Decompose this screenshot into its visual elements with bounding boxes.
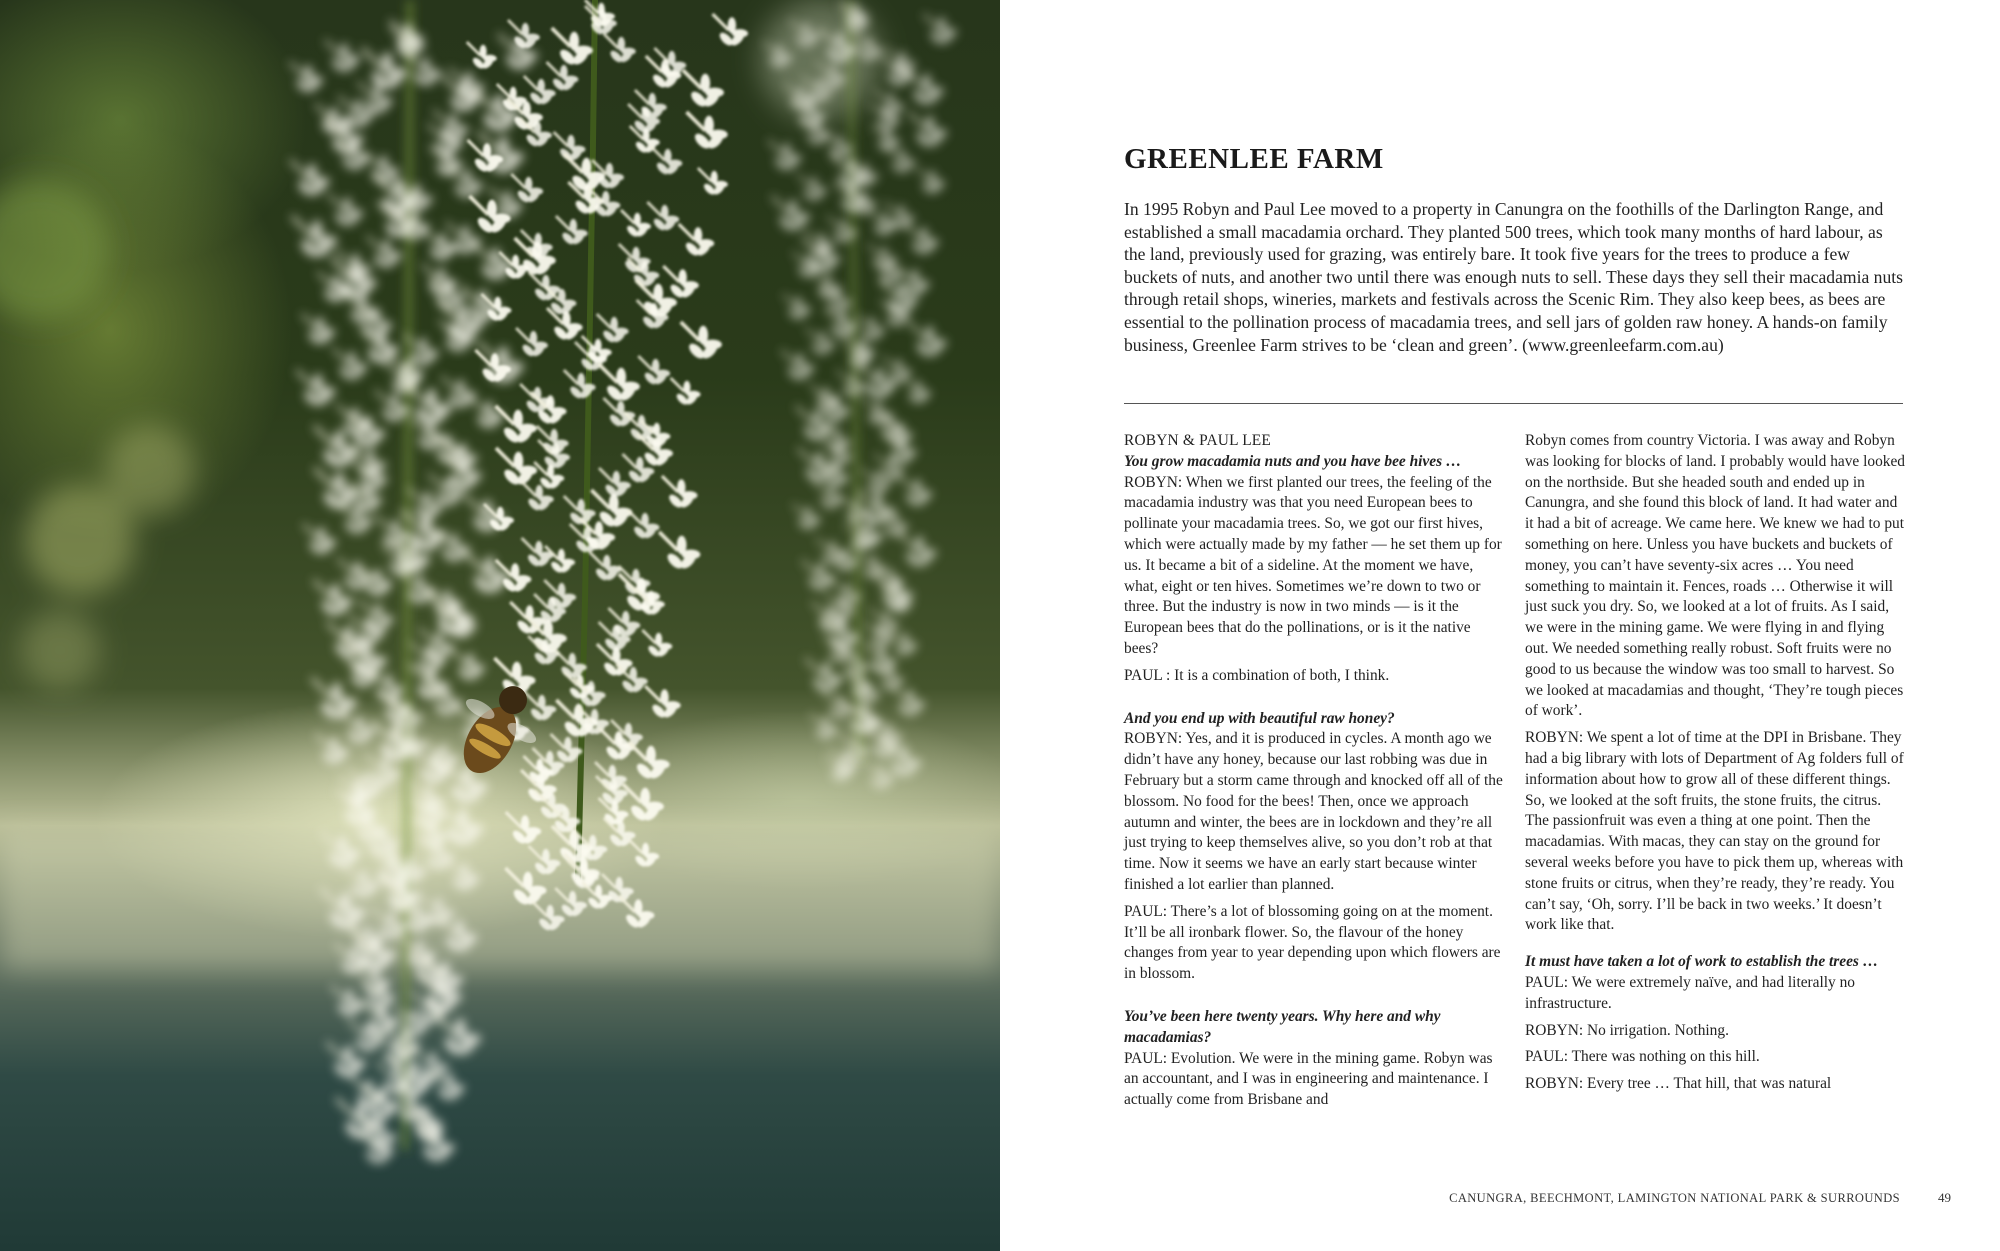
page-number: 49 (1938, 1190, 1951, 1205)
interview-answer: PAUL: There’s a lot of blossoming going on at the moment. It’ll be all ironbark flower. So, the flavour of the honey changes from year to year depending upon which flowers are in blossom. (1124, 902, 1501, 983)
interview-answer: ROBYN: When we first planted our trees, the feeling of the macadamia industry was that you need European bees to pollinate your macadamia trees. So, we got our first hives, which were actually made by my father — he set them up for us. It became a bit of a sideline. At the moment we have, what, eight or ten hives. Sometimes we’re down to two or three. But the industry is now in two minds — is it the European bees that do the pollinations, or is it the native bees? (1124, 473, 1502, 657)
interview-answer: PAUL: Evolution. We were in the mining game. Robyn was an accountant, and I was in engineering and maintenance. I actually come from Brisbane and (1124, 1049, 1493, 1109)
flower-stem (578, 0, 595, 880)
interview-heading: ROBYN & PAUL LEE (1124, 432, 1271, 449)
interview-answer: ROBYN: No irrigation. Nothing. (1525, 1021, 1729, 1039)
interview-column-right (1525, 431, 1905, 1095)
article-intro: In 1995 Robyn and Paul Lee moved to a property in Canungra on the foothills of the Darlington Range, and established a small macadamia orchard. They planted 500 trees, which took many months of hard labour, as the land, previously used for grazing, was entirely bare. It took five years for the trees to produce a few buckets of nuts, and another two until there was enough nuts to sell. These days they sell their macadamia nuts through retail shops, wineries, markets and festivals across the Scenic Rim. They also keep bees, as bees are essential to the pollination process of macadamia trees, and sell jars of golden raw honey. A hands-on family business, Greenlee Farm strives to be ‘clean and green’. (www.greenleefarm.com.au) (1124, 199, 1903, 355)
article-title: GREENLEE FARM (1124, 143, 1384, 175)
interview-answer: ROBYN: We spent a lot of time at the DPI in Brisbane. They had a big library with lots of Department of Ag folders full of information about how to grow all of these different things. So, we looked at the soft fruits, the stone fruits, the citrus. The passionfruit was even a thing at one point. Then the macadamias. With macas, they can stay on the ground for several weeks before you have to pick them up, whereas with stone fruits or citrus, when they’re ready, they’re ready. You can’t say, ‘Oh, sorry. I’ll be back in two weeks.’ It doesn’t work like that. (1525, 729, 1904, 934)
interview-answer: PAUL: There was nothing on this hill. (1525, 1048, 1760, 1066)
interview-answer: ROBYN: Every tree … That hill, that was natural (1525, 1075, 1832, 1093)
interview-question: It must have taken a lot of work to establish the trees … (1525, 953, 1879, 971)
interview-answer: Robyn comes from country Victoria. I was away and Robyn was looking for blocks of land. I probably would have looked on the northside. But she headed south and ended up in Canungra, and she found this block of land. It had water and it had a bit of acreage. We came here. We knew we had to put something on here. Unless you have buckets and buckets of money, you can’t have seventy-six acres … You need something to maintain it. Fences, roads … Otherwise it will just suck you dry. So, we looked at a lot of fruits. As I said, we were in the mining game. We were flying in and flying out. We needed something really robust. Soft fruits were no good to us because the window was too small to harvest. So we looked at macadamias and thought, ‘They’re tough pieces of work’. (1525, 432, 1905, 720)
interview-answer: PAUL: We were extremely naïve, and had literally no infrastructure. (1525, 973, 1855, 1012)
interview-question: And you end up with beautiful raw honey? (1124, 709, 1395, 727)
interview-answer: ROBYN: Yes, and it is produced in cycles. A month ago we didn’t have any honey, because our last robbing was due in February but a storm came through and knocked off all of the blossom. No food for the bees! Then, once we approach autumn and winter, the bees are in lockdown and they’re all just trying to keep themselves alive, so you don’t rob at that time. Now it seems we have an early start because winter finished a lot earlier than planned. (1124, 730, 1503, 893)
running-footer: CANUNGRA, BEECHMONT, LAMINGTON NATIONAL PARK & SURROUNDS (1449, 1191, 1900, 1205)
interview-question: You grow macadamia nuts and you have bee hives … (1124, 452, 1462, 470)
foreground-blossoms (467, 0, 748, 932)
article-page (1000, 0, 2000, 1251)
section-divider (1124, 403, 1903, 404)
interview-question: You’ve been here twenty years. Why here and why macadamias? (1124, 1007, 1441, 1046)
interview-column-left (1124, 431, 1504, 1111)
interview-answer: PAUL : It is a combination of both, I think. (1124, 666, 1390, 684)
